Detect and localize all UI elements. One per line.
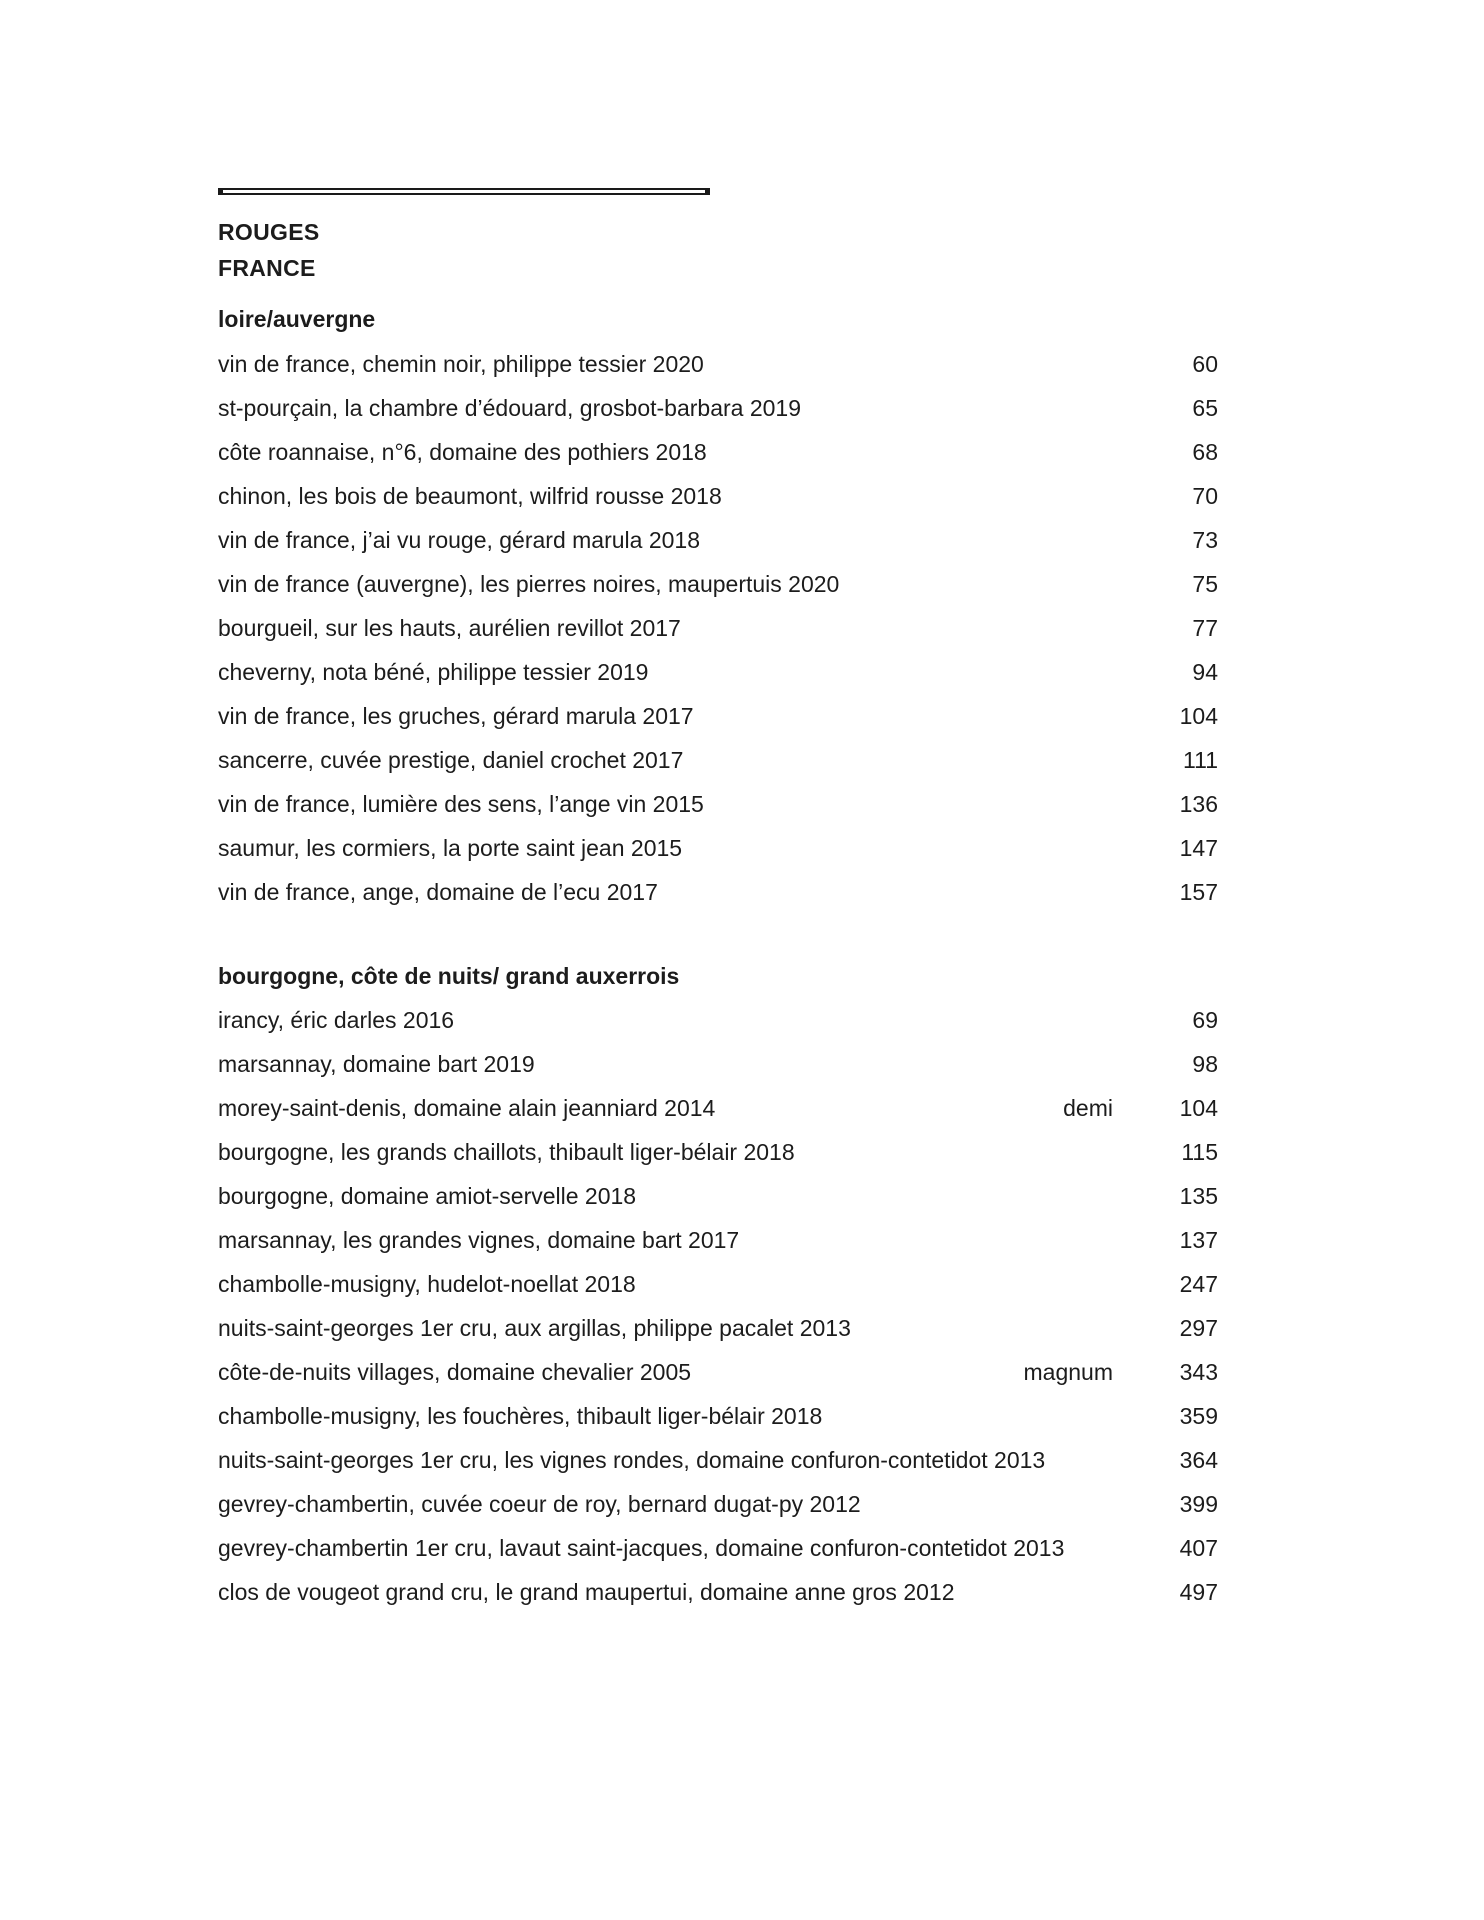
wine-name: irancy, éric darles 2016: [218, 1007, 455, 1033]
wine-price: 343: [1179, 1359, 1218, 1385]
wine-row: [218, 1490, 1218, 1534]
wine-row: [218, 790, 1218, 834]
wine-price: 69: [1192, 1007, 1218, 1033]
wine-price: 137: [1179, 1227, 1218, 1253]
wine-name: chambolle-musigny, hudelot-noellat 2018: [218, 1271, 636, 1297]
wine-price: 68: [1192, 439, 1218, 465]
category-title: ROUGES: [218, 219, 320, 245]
wine-price: 157: [1179, 879, 1218, 905]
wine-row: [218, 438, 1218, 482]
wine-row: [218, 1314, 1218, 1358]
wine-row: [218, 1006, 1218, 1050]
wine-row: [218, 394, 1218, 438]
wine-name: nuits-saint-georges 1er cru, aux argillas, philippe pacalet 2013: [218, 1315, 851, 1341]
wine-price: 247: [1179, 1271, 1218, 1297]
section-heading-bourgogne: bourgogne, côte de nuits/ grand auxerrois: [218, 963, 680, 989]
wine-name: vin de france, les gruches, gérard marula 2017: [218, 703, 694, 729]
wine-row: [218, 1182, 1218, 1226]
wine-row: [218, 1270, 1218, 1314]
country-title: FRANCE: [218, 255, 316, 281]
wine-name: marsannay, les grandes vignes, domaine bart 2017: [218, 1227, 740, 1253]
wine-row: [218, 1226, 1218, 1270]
wine-price: 497: [1179, 1579, 1218, 1605]
wine-name: vin de france, ange, domaine de l’ecu 2017: [218, 879, 658, 905]
wine-price: 104: [1179, 703, 1218, 729]
wine-row: [218, 1446, 1218, 1490]
wine-format: magnum: [1023, 1359, 1113, 1385]
wine-name: marsannay, domaine bart 2019: [218, 1051, 535, 1077]
wine-row: [218, 746, 1218, 790]
wine-row: [218, 1402, 1218, 1446]
wine-name: saumur, les cormiers, la porte saint jean 2015: [218, 835, 683, 861]
wine-price: 111: [1183, 747, 1218, 773]
wine-row: [218, 1094, 1218, 1138]
wine-row: [218, 1050, 1218, 1094]
wine-format: demi: [1063, 1095, 1113, 1121]
wine-price: 77: [1192, 615, 1218, 641]
wine-row: [218, 878, 1218, 922]
wine-list-bourgogne: [218, 1006, 1218, 1622]
wine-row: [218, 482, 1218, 526]
wine-price: 65: [1192, 395, 1218, 421]
wine-row: [218, 834, 1218, 878]
wine-row: [218, 1578, 1218, 1622]
wine-name: côte-de-nuits villages, domaine chevalier 2005: [218, 1359, 692, 1385]
wine-price: 115: [1181, 1139, 1218, 1165]
wine-price: 399: [1179, 1491, 1218, 1517]
wine-price: 75: [1192, 571, 1218, 597]
wine-row: [218, 570, 1218, 614]
wine-name: nuits-saint-georges 1er cru, les vignes rondes, domaine confuron-contetidot 2013: [218, 1447, 1046, 1473]
wine-name: vin de france, j’ai vu rouge, gérard marula 2018: [218, 527, 701, 553]
wine-price: 60: [1192, 351, 1218, 377]
wine-name: sancerre, cuvée prestige, daniel crochet 2017: [218, 747, 684, 773]
wine-name: cheverny, nota béné, philippe tessier 2019: [218, 659, 649, 685]
wine-name: clos de vougeot grand cru, le grand maupertui, domaine anne gros 2012: [218, 1579, 955, 1605]
wine-row: [218, 658, 1218, 702]
wine-price: 98: [1192, 1051, 1218, 1077]
section-heading-loire: loire/auvergne: [218, 306, 376, 332]
wine-name: chambolle-musigny, les fouchères, thibault liger-bélair 2018: [218, 1403, 823, 1429]
wine-name: bourgogne, les grands chaillots, thibault liger-bélair 2018: [218, 1139, 795, 1165]
wine-name: vin de france (auvergne), les pierres noires, maupertuis 2020: [218, 571, 840, 597]
header-rule: [218, 188, 710, 195]
wine-price: 136: [1179, 791, 1218, 817]
wine-name: chinon, les bois de beaumont, wilfrid rousse 2018: [218, 483, 722, 509]
wine-list-loire: [218, 350, 1218, 922]
wine-name: bourgogne, domaine amiot-servelle 2018: [218, 1183, 637, 1209]
wine-name: gevrey-chambertin 1er cru, lavaut saint-jacques, domaine confuron-contetidot 2013: [218, 1535, 1065, 1561]
wine-price: 364: [1179, 1447, 1218, 1473]
wine-row: [218, 1358, 1218, 1402]
wine-list-page: [218, 0, 1218, 1920]
wine-price: 70: [1192, 483, 1218, 509]
wine-name: bourgueil, sur les hauts, aurélien revillot 2017: [218, 615, 681, 641]
wine-name: st-pourçain, la chambre d’édouard, grosbot-barbara 2019: [218, 395, 802, 421]
wine-price: 407: [1179, 1535, 1218, 1561]
wine-name: gevrey-chambertin, cuvée coeur de roy, bernard dugat-py 2012: [218, 1491, 861, 1517]
wine-name: vin de france, chemin noir, philippe tessier 2020: [218, 351, 704, 377]
wine-row: [218, 526, 1218, 570]
wine-row: [218, 1138, 1218, 1182]
wine-row: [218, 702, 1218, 746]
wine-price: 359: [1179, 1403, 1218, 1429]
wine-row: [218, 614, 1218, 658]
wine-name: côte roannaise, n°6, domaine des pothiers 2018: [218, 439, 707, 465]
wine-price: 135: [1179, 1183, 1218, 1209]
wine-name: vin de france, lumière des sens, l’ange vin 2015: [218, 791, 704, 817]
wine-row: [218, 350, 1218, 394]
wine-name: morey-saint-denis, domaine alain jeanniard 2014: [218, 1095, 716, 1121]
wine-price: 104: [1179, 1095, 1218, 1121]
wine-price: 297: [1179, 1315, 1218, 1341]
wine-price: 94: [1192, 659, 1218, 685]
wine-price: 147: [1179, 835, 1218, 861]
wine-row: [218, 1534, 1218, 1578]
wine-price: 73: [1192, 527, 1218, 553]
